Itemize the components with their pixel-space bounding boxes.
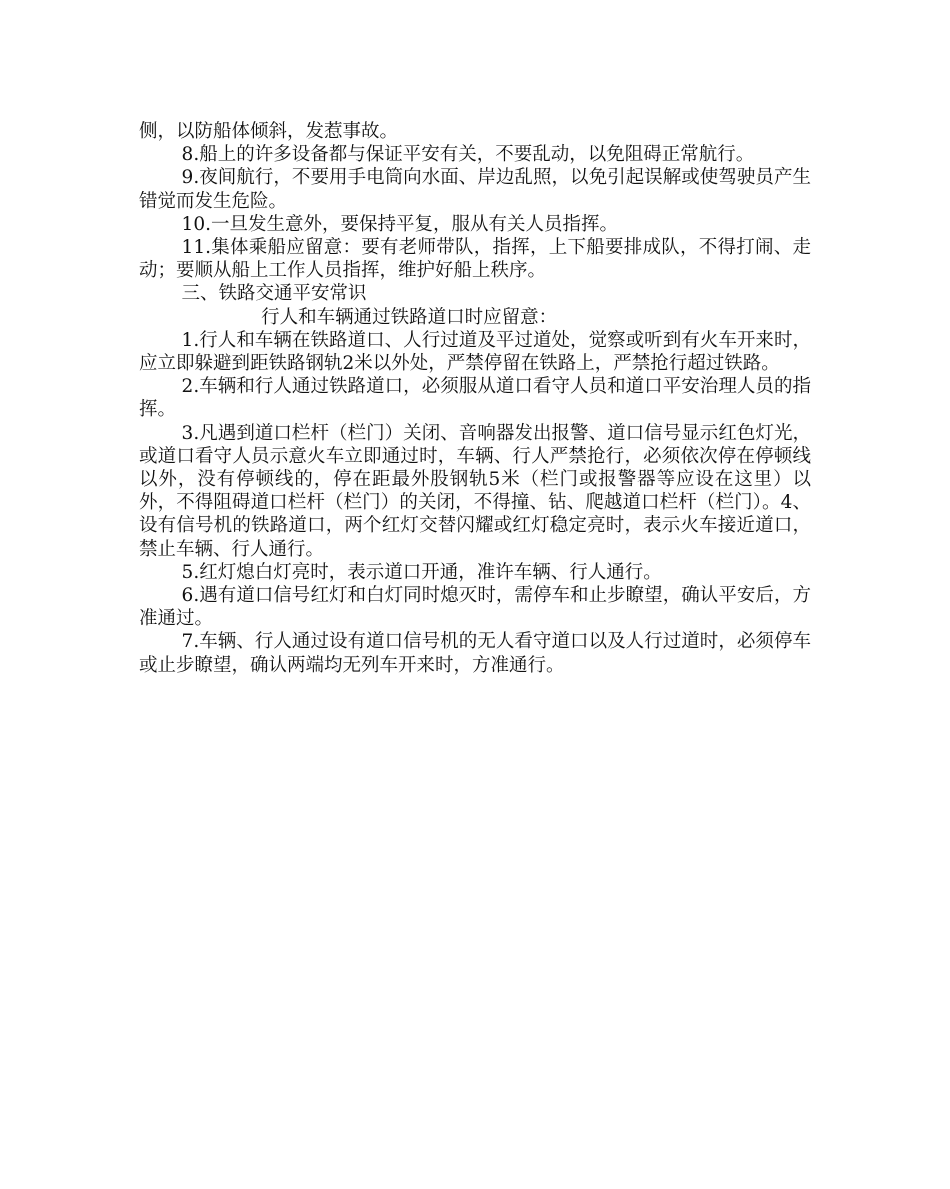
paragraph-item-9: 9.夜间航行，不要用手电筒向水面、岸边乱照，以免引起误解或使驾驶员产生错觉而发生危险。	[139, 167, 811, 212]
document-body	[139, 120, 811, 677]
paragraph-item-8: 8.船上的许多设备都与保证平安有关，不要乱动，以免阻碍正常航行。	[181, 144, 755, 166]
paragraph-railway-1: 1.行人和车辆在铁路道口、人行过道及平过道处，觉察或听到有火车开来时，应立即躲避到距铁路钢轨2米以外处，严禁停留在铁路上，严禁抢行超过铁路。	[139, 329, 811, 375]
paragraph-railway-5: 5.红灯熄白灯亮时，表示道口开通，准许车辆、行人通行。	[181, 561, 662, 583]
paragraph-continuation: 侧，以防船体倾斜，发惹事故。	[139, 121, 399, 142]
paragraph-railway-3-4: 3.凡遇到道口栏杆（栏门）关闭、音响器发出报警、道口信号显示红色灯光，或道口看守人员示意火车立即通过时，车辆、行人严禁抢行，必须依次停在停顿线以外，没有停顿线的，停在距最外股钢轨5米（栏门或报警器等应设在这里）以外，不得阻碍道口栏杆（栏门）的关闭，不得撞、钻、爬越道口栏杆（栏门）。4、设有信号机的铁路道口，两个红灯交替闪耀或红灯稳定亮时，表示火车接近道口，禁止车辆、行人通行。	[139, 422, 811, 560]
paragraph-railway-6: 6.遇有道口信号红灯和白灯同时熄灭时，需停车和止步瞭望，确认平安后，方准通过。	[139, 585, 811, 630]
paragraph-item-11: 11.集体乘船应留意：要有老师带队，指挥，上下船要排成队，不得打闹、走动；要顺从船上工作人员指挥，维护好船上秩序。	[139, 237, 811, 282]
section-heading-railway: 三、铁路交通平安常识	[181, 283, 367, 305]
paragraph-item-10: 10.一旦发生意外，要保持平复，服从有关人员指挥。	[181, 213, 618, 235]
section-subheading: 行人和车辆通过铁路道口时应留意：	[261, 306, 558, 328]
paragraph-railway-2: 2.车辆和行人通过铁路道口，必须服从道口看守人员和道口平安治理人员的指挥。	[139, 376, 811, 421]
paragraph-railway-7: 7.车辆、行人通过设有道口信号机的无人看守道口以及人行过道时，必须停车或止步瞭望，确认两端均无列车开来时，方准通行。	[139, 631, 811, 676]
